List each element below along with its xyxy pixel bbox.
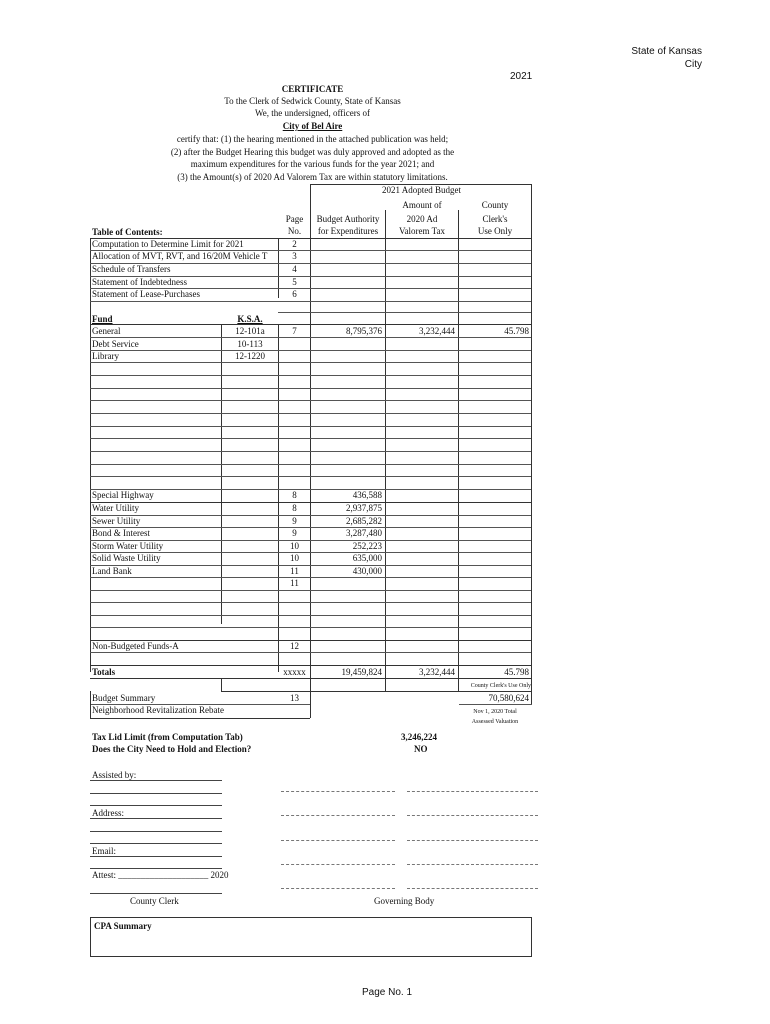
other-fund-budget: 436,588 <box>352 490 382 500</box>
other-fund-page: 11 <box>290 566 299 576</box>
fund-tax: 3,232,444 <box>419 326 455 336</box>
other-fund-page: 10 <box>290 553 299 563</box>
governing-signature-line[interactable] <box>407 864 538 865</box>
page-number: Page No. 1 <box>362 987 413 998</box>
toc-page: 3 <box>292 251 297 261</box>
other-fund-budget: 635,000 <box>352 553 382 563</box>
non-budgeted-label: Non-Budgeted Funds-A <box>92 641 179 651</box>
fund-name: General <box>92 326 121 336</box>
governing-signature-line[interactable] <box>281 888 395 889</box>
city-label: City <box>684 59 702 70</box>
other-fund-page: 9 <box>292 528 297 538</box>
certificate-title: CERTIFICATE <box>281 84 344 94</box>
budget-summary-label: Budget Summary <box>92 693 156 703</box>
county-clerk-label: County Clerk <box>130 896 179 906</box>
tax-header-2: Valorem Tax <box>399 226 445 236</box>
assessed-note-2: Assessed Valuation <box>471 719 519 725</box>
toc-page: 2 <box>292 239 297 249</box>
other-fund-name: Water Utility <box>92 503 140 513</box>
fund-name: Debt Service <box>92 339 139 349</box>
certificate-line2: We, the undersigned, officers of <box>254 108 371 118</box>
adopted-budget-header: 2021 Adopted Budget <box>382 185 461 195</box>
city-name: City of Bel Aire <box>282 121 343 131</box>
other-fund-name: Solid Waste Utility <box>92 553 161 563</box>
toc-item: Statement of Lease-Purchases <box>92 289 200 299</box>
assessed-valuation-value: 70,580,624 <box>488 693 529 703</box>
certificate-line4: (2) after the Budget Hearing this budget was duly approved and adopted as the <box>170 147 455 157</box>
governing-signature-line[interactable] <box>407 888 538 889</box>
year-label: 2021 <box>510 71 533 82</box>
governing-signature-line[interactable] <box>281 791 395 792</box>
toc-page: 4 <box>292 264 297 274</box>
fund-page: 7 <box>292 326 297 336</box>
fund-ksa: 12-1220 <box>235 351 265 361</box>
governing-signature-line[interactable] <box>407 815 538 816</box>
other-fund-name: Sewer Utility <box>92 516 141 526</box>
other-fund-page: 10 <box>290 541 299 551</box>
email-line[interactable] <box>90 856 222 857</box>
other-fund-page: 8 <box>292 503 297 513</box>
certificate-line6: (3) the Amount(s) of 2020 Ad Valorem Tax are within statutory limitations. <box>177 172 448 182</box>
election-label: Does the City Need to Hold and Election? <box>92 744 252 754</box>
election-value: NO <box>414 744 428 754</box>
page-header-1: Page <box>285 214 304 224</box>
governing-signature-line[interactable] <box>281 864 395 865</box>
other-fund-page: 9 <box>292 516 297 526</box>
ksa-header: K.S.A. <box>237 314 263 324</box>
other-fund-budget: 3,287,480 <box>346 528 382 538</box>
tax-header-1: 2020 Ad <box>406 214 438 224</box>
other-fund-budget: 2,685,282 <box>346 516 382 526</box>
address-label: Address: <box>92 808 124 818</box>
state-label: State of Kansas <box>631 46 702 57</box>
email-line-2[interactable] <box>90 868 222 869</box>
tax-lid-value: 3,246,224 <box>401 732 437 742</box>
governing-body-label: Governing Body <box>374 896 435 906</box>
clerk-use-only-label: County Clerk's Use Only <box>470 683 531 689</box>
address-line-2[interactable] <box>90 831 222 832</box>
other-fund-name: Bond & Interest <box>92 528 150 538</box>
cpa-summary-label: CPA Summary <box>94 921 152 931</box>
other-fund-name: Special Highway <box>92 490 154 500</box>
toc-item: Computation to Determine Limit for 2021 <box>92 239 244 249</box>
totals-page: xxxxx <box>283 667 306 677</box>
certificate-line3: certify that: (1) the hearing mentioned in the attached publication was held; <box>176 134 449 144</box>
other-fund-name: Land Bank <box>92 566 132 576</box>
budget-summary-page: 13 <box>290 693 299 703</box>
address-line-top[interactable] <box>90 805 222 806</box>
toc-page: 5 <box>292 277 297 287</box>
budget-authority-header-1: Budget Authority <box>316 214 380 224</box>
certificate-line1: To the Clerk of Sedwick County, State of Kansas <box>224 96 401 106</box>
email-line-top[interactable] <box>90 843 222 844</box>
totals-budget: 19,459,824 <box>341 667 382 677</box>
governing-signature-line[interactable] <box>281 840 395 841</box>
fund-ksa: 10-113 <box>237 339 263 349</box>
assisted-by-label: Assisted by: <box>92 770 137 780</box>
assisted-by-line[interactable] <box>90 780 222 781</box>
other-fund-page: 11 <box>290 578 299 588</box>
county-header: County <box>481 200 509 210</box>
assisted-by-line-2[interactable] <box>90 793 222 794</box>
toc-page: 6 <box>292 289 297 299</box>
other-fund-page: 8 <box>292 490 297 500</box>
toc-item: Schedule of Transfers <box>92 264 171 274</box>
attest-label: Attest: ____________________ 2020 <box>92 870 229 880</box>
address-line[interactable] <box>90 818 222 819</box>
county-clerk-signature-line[interactable] <box>90 893 222 894</box>
other-fund-name: Storm Water Utility <box>92 541 164 551</box>
email-label: Email: <box>92 846 116 856</box>
clerk-header-2: Use Only <box>477 226 513 236</box>
non-budgeted-page: 12 <box>290 641 299 651</box>
budget-table <box>90 184 532 725</box>
toc-title: Table of Contents: <box>92 227 163 237</box>
assessed-note-1: Nov 1, 2020 Total <box>473 709 517 715</box>
fund-header: Fund <box>92 314 113 324</box>
totals-tax: 3,232,444 <box>419 667 455 677</box>
toc-item: Statement of Indebtedness <box>92 277 187 287</box>
other-fund-budget: 252,223 <box>352 541 382 551</box>
certificate-line5: maximum expenditures for the various funds for the year 2021; and <box>190 159 435 169</box>
fund-ksa: 12-101a <box>235 326 265 336</box>
page-header-2: No. <box>287 226 302 236</box>
governing-signature-line[interactable] <box>407 840 538 841</box>
other-fund-budget: 2,937,875 <box>346 503 382 513</box>
budget-authority-header-2: for Expenditures <box>317 226 379 236</box>
governing-signature-line[interactable] <box>407 791 538 792</box>
cpa-summary-box[interactable] <box>90 917 532 957</box>
governing-signature-line[interactable] <box>281 815 395 816</box>
fund-name: Library <box>92 351 119 361</box>
fund-budget: 8,795,376 <box>346 326 382 336</box>
other-fund-budget: 430,000 <box>352 566 382 576</box>
toc-item: Allocation of MVT, RVT, and 16/20M Vehicle T <box>92 251 268 261</box>
totals-clerk: 45.798 <box>504 667 529 677</box>
totals-label: Totals <box>92 667 116 677</box>
neighborhood-label: Neighborhood Revitalization Rebate <box>92 705 224 715</box>
tax-lid-label: Tax Lid Limit (from Computation Tab) <box>92 732 243 742</box>
amount-of-header: Amount of <box>402 200 442 210</box>
clerk-header-1: Clerk's <box>482 214 508 224</box>
fund-clerk: 45.798 <box>504 326 529 336</box>
